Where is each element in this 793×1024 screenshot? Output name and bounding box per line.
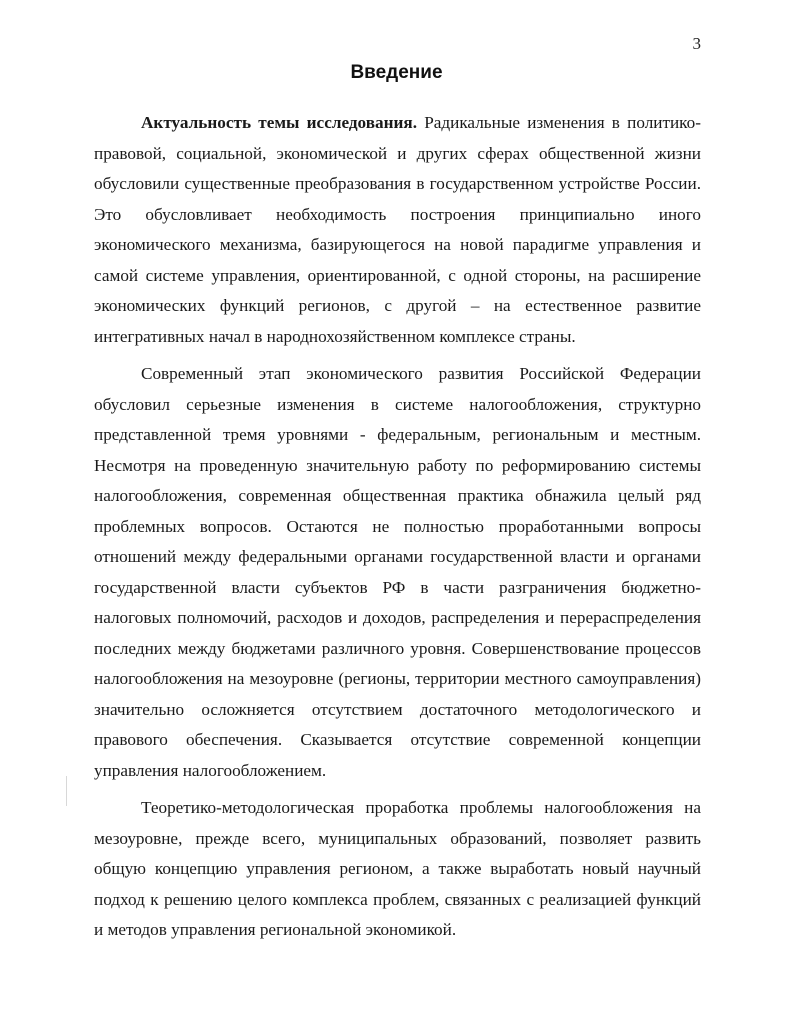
page-number: 3 (692, 34, 701, 53)
paragraph-lead-in: Актуальность темы исследования. (141, 113, 417, 132)
paragraph-relevance (94, 108, 701, 352)
paragraph-methodology: Теоретико-методологическая проработка проблемы налогообложения на мезоуровне, прежде всего, муниципальных образований, позволяет развить общую концепцию управления регионом, а также выработать новый научный подход к решению целого комплекса проблем, связанных с реализацией функций и методов управления региональной экономикой. (94, 798, 701, 939)
paragraph-text: Радикальные изменения в политико-правовой, социальной, экономической и других сферах общественной жизни обусловили существенные преобразования в государственном устройстве России. Это обусловливает необходимость построения принципиально иного экономического механизма, базирующегося на новой парадигме управления и самой системе управления, ориентированной, с одной стороны, на расширение экономических функций регионов, с другой – на естественное развитие интегративных начал в народнохозяйственном комплексе страны. (94, 113, 701, 346)
paragraph-current-stage: Современный этап экономического развития Российской Федерации обусловил серьезные изменения в системе налогообложения, структурно представленной тремя уровнями - федеральным, региональным и местным. Несмотря на проведенную значительную работу по реформированию системы налогообложения, современная общественная практика обнажила целый ряд проблемных вопросов. Остаются не полностью проработанными вопросы отношений между федеральными органами государственной власти и органами государственной власти субъектов РФ в части разграничения бюджетно-налоговых полномочий, расходов и доходов, распределения и перераспределения последних между бюджетами различного уровня. Совершенствование процессов налогообложения на мезоуровне (регионы, территории местного самоуправления) значительно осложняется отсутствием достаточного методологического и правового обеспечения. Сказывается отсутствие современной концепции управления налогообложением. (94, 364, 701, 780)
scan-margin-mark (66, 776, 67, 806)
page-title: Введение (350, 62, 443, 83)
document-body (94, 108, 701, 953)
